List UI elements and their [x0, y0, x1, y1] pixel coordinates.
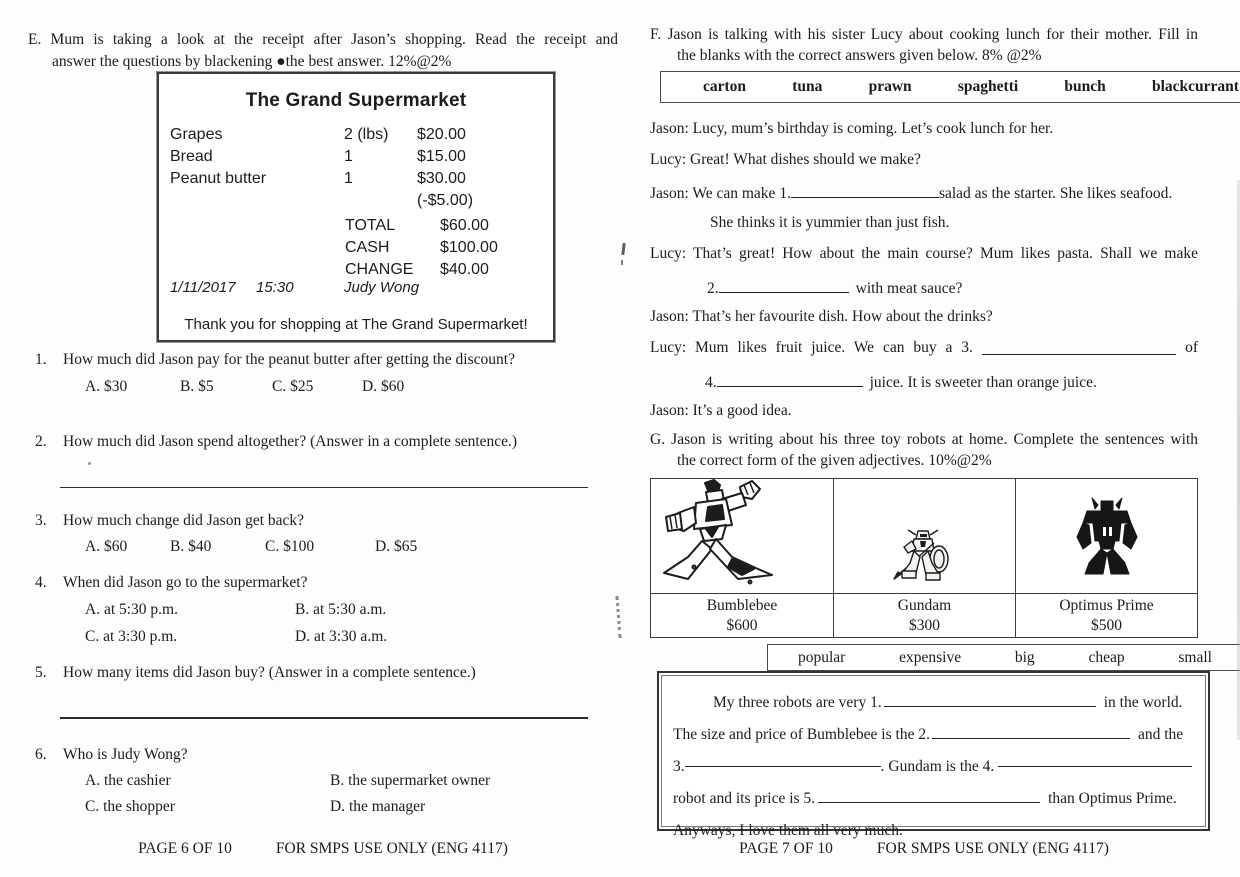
- question-number: 1.: [35, 351, 47, 368]
- footer-note: FOR SMPS USE ONLY (ENG 4117): [275, 840, 508, 857]
- cash-value: $100.00: [440, 239, 498, 256]
- page-7-footer: [650, 840, 1198, 858]
- receipt-cash-row: [170, 239, 545, 257]
- robot-cell-gundam: [833, 479, 1015, 593]
- question-text: Who is Judy Wong?: [63, 746, 188, 763]
- answer-line: [60, 717, 588, 719]
- fill-blank-3: [982, 339, 1176, 355]
- option-c: C. $25: [272, 378, 314, 395]
- cash-label: CASH: [345, 239, 390, 256]
- robot-bumblebee-icon: [651, 479, 801, 591]
- question-6-options-row2: [85, 798, 425, 816]
- total-label: TOTAL: [345, 217, 396, 234]
- word-bank-word: prawn: [868, 78, 912, 95]
- word-bank-g: [767, 644, 1240, 671]
- dialogue-line-jason-2: Jason: We can make 1. salad as the starter. She likes seafood.: [650, 182, 1198, 203]
- dialogue-line-jason-4: Jason: It’s a good idea.: [650, 402, 792, 419]
- option-b: B. at 5:30 a.m.: [295, 601, 387, 618]
- paragraph-line-1: My three robots are very 1. in the world.: [673, 687, 1192, 719]
- question-number: 4.: [35, 574, 47, 591]
- item-name: Grapes: [170, 126, 223, 143]
- receipt-total-row: [170, 217, 545, 235]
- scan-artifact: [621, 260, 623, 265]
- robot-table: [650, 478, 1198, 638]
- cashier-name: Judy Wong: [344, 279, 420, 296]
- fill-blank-g3: [685, 751, 881, 767]
- dialogue-line-jason-1: Jason: Lucy, mum’s birthday is coming. Let’s cook lunch for her.: [650, 120, 1054, 137]
- robot-name: Gundam: [897, 597, 952, 614]
- page-6: [28, 0, 618, 877]
- option-b: B. $40: [170, 538, 212, 555]
- dialogue-line-lucy-1: Lucy: Great! What dishes should we make?: [650, 151, 921, 168]
- page-6-footer: [28, 840, 618, 858]
- page-7: [650, 0, 1239, 877]
- item-price: $20.00: [417, 126, 466, 143]
- question-text: When did Jason go to the supermarket?: [63, 574, 308, 591]
- section-g-header-line2: the correct form of the given adjectives. 10%@2%: [677, 452, 992, 469]
- receipt-item-row: [170, 126, 545, 144]
- item-name: Peanut butter: [170, 170, 267, 187]
- robot-cell-bumblebee: [651, 479, 833, 593]
- robot-price: $300: [909, 617, 940, 634]
- robot-gundam-icon: [892, 527, 958, 585]
- question-number: 2.: [35, 433, 47, 450]
- word-bank-word: blackcurrant: [1151, 78, 1239, 95]
- paragraph-content: [659, 673, 1208, 839]
- paragraph-box: [657, 671, 1210, 839]
- option-a: A. $30: [85, 378, 128, 395]
- item-price: $30.00: [417, 170, 466, 187]
- receipt-date: 1/11/2017: [170, 279, 236, 296]
- option-a: A. $60: [85, 538, 128, 555]
- word-bank-word: tuna: [792, 78, 823, 95]
- word-bank-word: popular: [798, 648, 846, 666]
- question-3: [35, 512, 618, 530]
- page-number: PAGE 7 OF 10: [739, 840, 833, 857]
- question-text: How much did Jason spend altogether? (Answer in a complete sentence.): [63, 433, 518, 450]
- question-3-options: [85, 538, 417, 556]
- discount-amount: (-$5.00): [417, 192, 474, 209]
- receipt: [157, 72, 555, 342]
- answer-line: [60, 487, 588, 488]
- fill-blank-4: [717, 371, 863, 387]
- paragraph-line-5: Anyways, I love them all very much.: [673, 822, 903, 839]
- dialogue-line-lucy-2b: 2. with meat sauce?: [707, 277, 1240, 298]
- question-number: 5.: [35, 664, 47, 681]
- paragraph-line-4: robot and its price is 5. than Optimus Prime.: [673, 783, 1192, 815]
- option-a: A. at 5:30 p.m.: [85, 601, 178, 618]
- question-number: 3.: [35, 512, 47, 529]
- paragraph-line-3: 3. . Gundam is the 4.: [673, 751, 1192, 783]
- dialogue-line-lucy-3b: 4. juice. It is sweeter than orange juice.: [705, 371, 1240, 392]
- word-bank-word: small: [1178, 648, 1212, 666]
- receipt-time: 15:30: [256, 279, 294, 296]
- section-e-header-line1: E. Mum is taking a look at the receipt after Jason’s shopping. Read the receipt and: [28, 31, 618, 48]
- section-e-header-line2: answer the questions by blackening ●the best answer. 12%@2%: [52, 53, 452, 70]
- receipt-item-row: [170, 170, 545, 188]
- word-bank-word: bunch: [1064, 78, 1106, 95]
- receipt-title: The Grand Supermarket: [245, 90, 467, 111]
- receipt-item-row: [170, 148, 545, 166]
- question-4: [35, 574, 618, 592]
- total-value: $60.00: [440, 217, 489, 234]
- option-d: D. $65: [375, 538, 418, 555]
- robot-name: Optimus Prime: [1059, 597, 1154, 614]
- fill-blank-1: [791, 182, 939, 198]
- fill-blank-g2: [932, 723, 1130, 739]
- fill-blank-g4: [998, 751, 1192, 767]
- option-c: C. the shopper: [85, 798, 175, 815]
- robot-optimus-prime-icon: [1075, 497, 1139, 575]
- dialogue-line-jason-2b: She thinks it is yummier than just fish.: [710, 214, 950, 231]
- dialogue-line-lucy-3: Lucy: Mum likes fruit juice. We can buy a 3. of: [650, 339, 1198, 356]
- robot-cell-optimus-prime: [1015, 479, 1197, 593]
- option-c: C. $100: [265, 538, 315, 555]
- page-number: PAGE 6 OF 10: [138, 840, 232, 857]
- section-f-header-line1: F. Jason is talking with his sister Lucy about cooking lunch for their mother. Fill in: [650, 26, 1198, 43]
- item-qty: 1: [344, 170, 353, 187]
- word-bank-word: expensive: [899, 648, 962, 666]
- robot-price: $500: [1091, 617, 1122, 634]
- question-1: [35, 351, 618, 369]
- section-g-header-line1: G. Jason is writing about his three toy robots at home. Complete the sentences with: [650, 431, 1198, 448]
- question-5: [35, 664, 618, 682]
- fill-blank-2: [719, 277, 849, 293]
- question-text: How much did Jason pay for the peanut butter after getting the discount?: [63, 351, 515, 368]
- item-price: $15.00: [417, 148, 466, 165]
- dialogue-line-lucy-2: Lucy: That’s great! How about the main course? Mum likes pasta. Shall we make: [650, 245, 1198, 262]
- robot-name: Bumblebee: [706, 597, 778, 614]
- robot-label-gundam: [833, 593, 1015, 637]
- option-d: D. the manager: [330, 798, 426, 815]
- receipt-footer-message: Thank you for shopping at The Grand Supermarket!: [184, 316, 528, 333]
- option-b: B. the supermarket owner: [330, 772, 491, 789]
- item-qty: 1: [344, 148, 353, 165]
- option-d: D. at 3:30 a.m.: [295, 628, 388, 645]
- item-qty: 2 (lbs): [344, 126, 389, 143]
- dialogue-line-jason-3: Jason: That’s her favourite dish. How about the drinks?: [650, 308, 993, 325]
- question-6-options-row1: [85, 772, 490, 790]
- word-bank-word: carton: [703, 78, 747, 95]
- scan-artifact: [88, 462, 91, 465]
- option-a: A. the cashier: [85, 772, 171, 789]
- word-bank-f: [660, 71, 1240, 103]
- change-value: $40.00: [440, 261, 489, 278]
- receipt-date-row: [170, 279, 545, 296]
- fill-blank-g5: [818, 787, 1040, 803]
- question-4-options-row2: [85, 628, 387, 646]
- robot-label-bumblebee: [651, 593, 833, 637]
- paragraph-line-2: The size and price of Bumblebee is the 2. and the: [673, 719, 1192, 751]
- robot-price: $600: [726, 617, 758, 634]
- word-bank-word: spaghetti: [957, 78, 1019, 95]
- question-1-options: [85, 378, 404, 396]
- question-6: [35, 746, 618, 764]
- question-text: How much change did Jason get back?: [63, 512, 305, 529]
- change-label: CHANGE: [345, 261, 414, 278]
- option-c: C. at 3:30 p.m.: [85, 628, 178, 645]
- receipt-change-row: [170, 261, 545, 279]
- robot-label-optimus-prime: [1015, 593, 1197, 637]
- item-name: Bread: [170, 148, 213, 165]
- question-4-options-row1: [85, 601, 386, 619]
- receipt-discount-row: [170, 192, 545, 210]
- question-text: How many items did Jason buy? (Answer in a complete sentence.): [63, 664, 476, 681]
- option-b: B. $5: [180, 378, 214, 395]
- section-f-header-line2: the blanks with the correct answers given below. 8% @2%: [677, 47, 1042, 64]
- scan-artifact: [621, 243, 625, 255]
- word-bank-word: cheap: [1088, 648, 1125, 666]
- fill-blank-g1: [884, 691, 1096, 707]
- question-2: [35, 433, 618, 451]
- question-number: 6.: [35, 746, 47, 763]
- word-bank-word: big: [1014, 648, 1035, 666]
- option-d: D. $60: [362, 378, 405, 395]
- footer-note: FOR SMPS USE ONLY (ENG 4117): [876, 840, 1109, 857]
